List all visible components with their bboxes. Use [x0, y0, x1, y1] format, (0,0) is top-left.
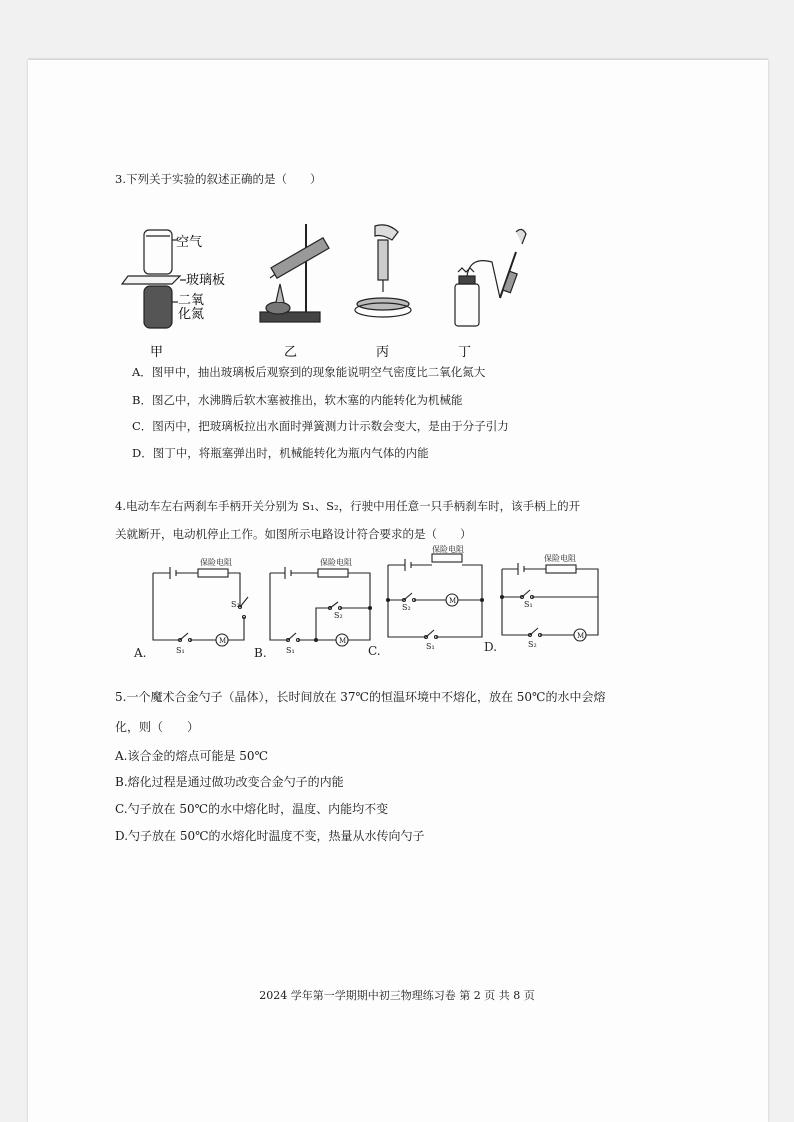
switch-s1-d: S₁	[524, 600, 533, 609]
q4-circuit-diagrams	[120, 545, 610, 660]
motor-d: M	[577, 632, 585, 640]
q5-option-b: B.熔化过程是通过做功改变合金勺子的内能	[115, 775, 344, 789]
circuit-b	[270, 567, 372, 646]
motor-a: M	[219, 637, 227, 645]
circuit-d	[501, 563, 599, 641]
switch-s2-c: S₂	[402, 603, 411, 612]
q4-stem-line1: 4.电动车左右两刹车手柄开关分别为 S₁、S₂，行驶中用任意一只手柄刹车时，该手柄上的开	[115, 499, 581, 513]
switch-s2-a: S₂	[231, 600, 240, 609]
label-air: 空气	[176, 235, 203, 250]
motor-b: M	[339, 637, 347, 645]
caption-yi: 乙	[284, 345, 298, 360]
switch-s2-b: S₂	[334, 611, 343, 620]
resistor-label-c: 保险电阻	[432, 545, 464, 554]
caption-bing: 丙	[376, 345, 390, 360]
option-label-c: C.	[368, 644, 381, 658]
label-no2-line1: 二氧	[178, 293, 205, 308]
q5-option-d: D.勺子放在 50℃的水熔化时温度不变，热量从水传向勺子	[115, 829, 425, 843]
page-footer: 2024 学年第一学期期中初三物理练习卷 第 2 页 共 8 页	[259, 989, 535, 1002]
resistor-label-b: 保险电阻	[320, 558, 352, 567]
q4-stem-line2: 关就断开，电动机停止工作。如图所示电路设计符合要求的是（ ）	[115, 527, 472, 541]
q3-option-c: C．图丙中，把玻璃板拉出水面时弹簧测力计示数会变大，是由于分子引力	[132, 419, 509, 433]
q3-stem: 3.下列关于实验的叙述正确的是（ ）	[115, 172, 322, 186]
q5-stem-line1: 5.一个魔术合金勺子（晶体），长时间放在 37℃的恒温环境中不熔化，放在 50℃的水中会熔	[115, 690, 606, 704]
option-label-b: B.	[254, 646, 267, 660]
q5-option-a: A.该合金的熔点可能是 50℃	[115, 749, 268, 763]
figure-yi-test-tube-cork	[260, 224, 329, 322]
switch-s1-a: S₁	[176, 646, 185, 655]
motor-c: M	[449, 597, 457, 605]
q3-option-a: A．图甲中，抽出玻璃板后观察到的现象能说明空气密度比二氧化氮大	[132, 365, 486, 379]
q3-option-d: D．图丁中，将瓶塞弹出时，机械能转化为瓶内气体的内能	[132, 446, 429, 460]
figure-ding-bottle-stopper	[455, 229, 526, 326]
circuit-c	[387, 554, 484, 639]
q3-figure	[120, 222, 560, 362]
caption-jia: 甲	[150, 345, 164, 360]
q5-stem-line2: 化，则（ ）	[115, 720, 200, 734]
caption-ding: 丁	[458, 345, 472, 360]
resistor-label-a: 保险电阻	[200, 558, 232, 567]
option-label-d: D.	[484, 640, 498, 654]
option-label-a: A.	[134, 646, 147, 660]
q3-option-b: B．图乙中，水沸腾后软木塞被推出，软木塞的内能转化为机械能	[132, 393, 463, 407]
q5-option-c: C.勺子放在 50℃的水中熔化时，温度、内能均不变	[115, 802, 389, 816]
label-no2-line2: 化氮	[178, 307, 205, 322]
switch-s2-d: S₂	[528, 640, 537, 649]
label-glass-plate: 玻璃板	[186, 273, 226, 288]
switch-s1-b: S₁	[286, 646, 295, 655]
resistor-label-d: 保险电阻	[544, 554, 576, 563]
switch-s1-c: S₁	[426, 642, 435, 651]
figure-bing-glass-plate-water	[355, 225, 411, 317]
